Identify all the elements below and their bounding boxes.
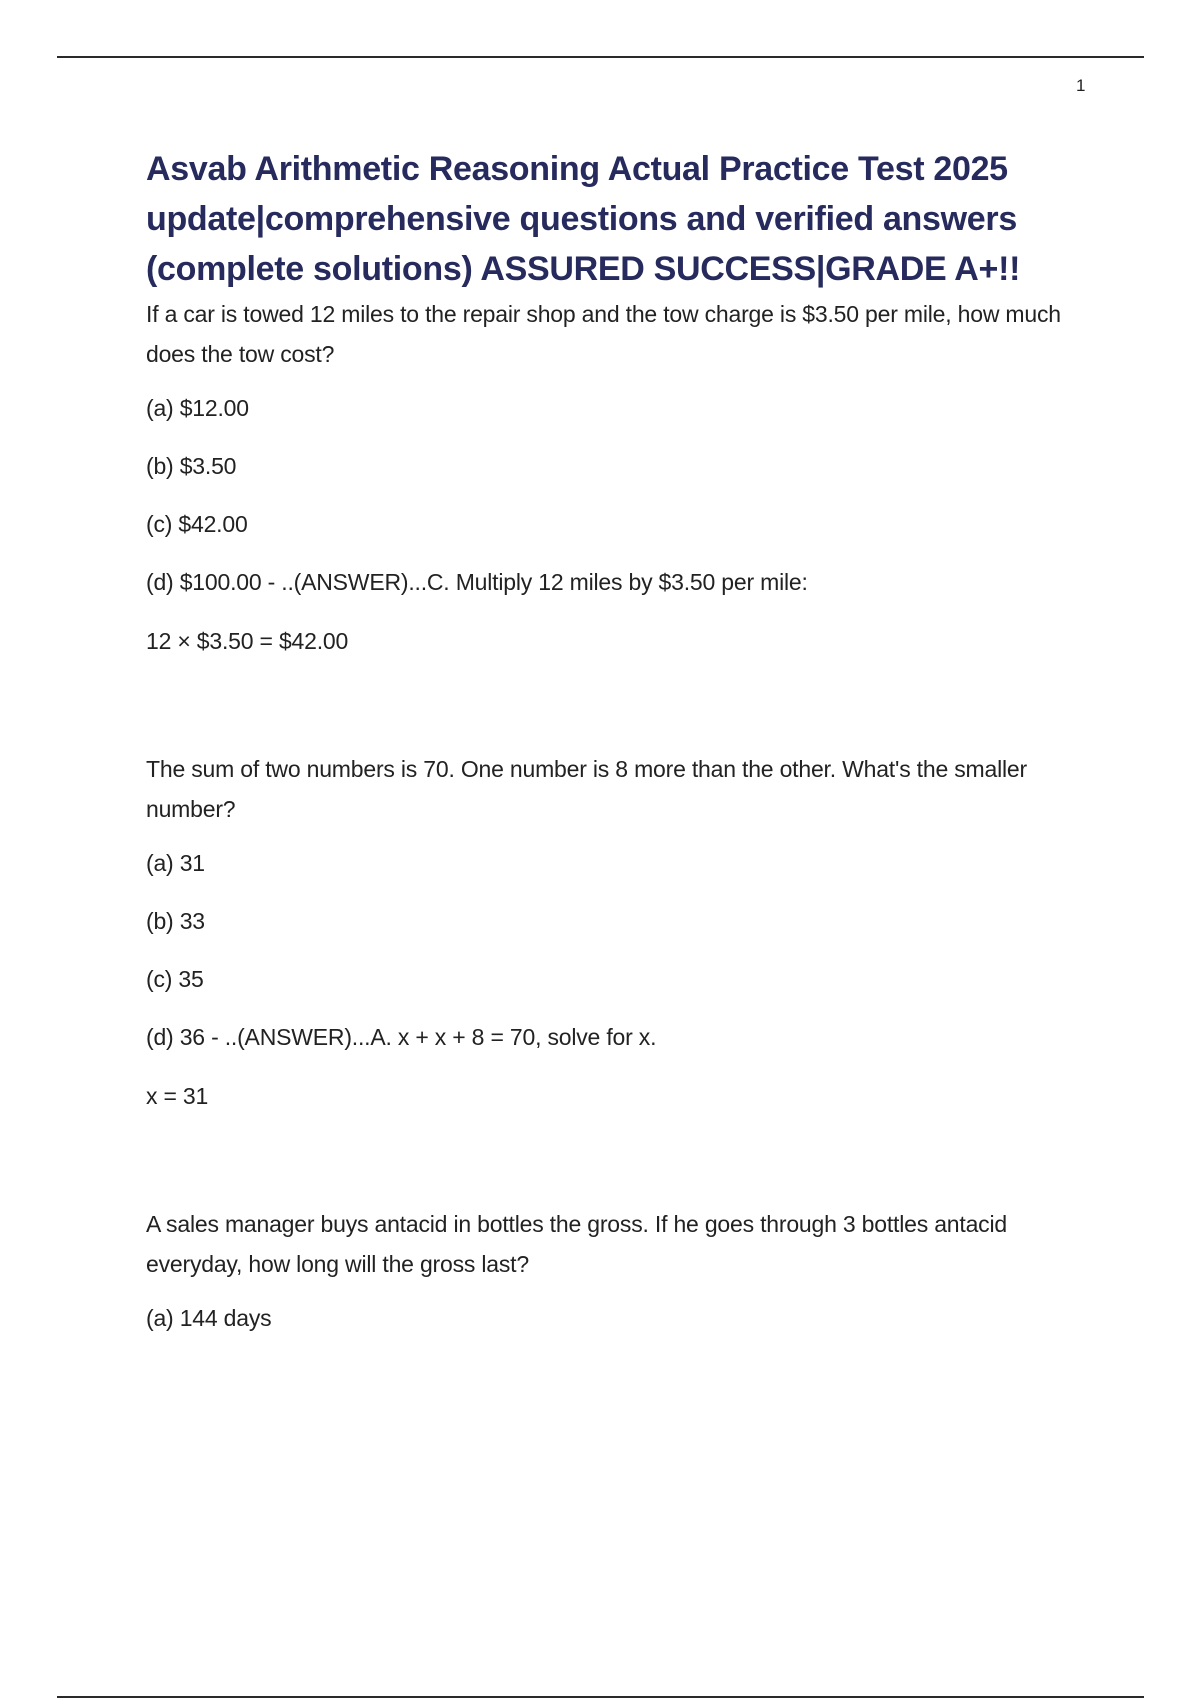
option-d-with-answer: (d) $100.00 - ..(ANSWER)...C. Multiply 12 miles by $3.50 per mile:	[146, 569, 808, 595]
solution-line: 12 × $3.50 = $42.00	[146, 628, 349, 654]
option-a: (a) $12.00	[146, 395, 249, 421]
option-a: (a) 31	[146, 850, 205, 876]
option-list	[146, 1304, 1096, 1332]
option-d-with-answer: (d) 36 - ..(ANSWER)...A. x + x + 8 = 70, solve for x.	[146, 1024, 657, 1050]
option-list	[146, 394, 1096, 596]
question-1	[146, 294, 1096, 655]
page-number: 1	[1076, 76, 1086, 95]
option-c: (c) 35	[146, 966, 204, 992]
option-list	[146, 849, 1096, 1051]
header-rule	[57, 56, 1144, 58]
footer-rule	[57, 1696, 1144, 1698]
question-text: If a car is towed 12 miles to the repair shop and the tow charge is $3.50 per mile, how much does the tow cost?	[146, 301, 1061, 367]
document-title: Asvab Arithmetic Reasoning Actual Practice Test 2025 update|comprehensive questions and verified answers (complete solutions) ASSURED SUCCESS|GRADE A+!!	[146, 150, 1021, 288]
option-b: (b) $3.50	[146, 453, 237, 479]
question-3	[146, 1204, 1096, 1332]
option-c: (c) $42.00	[146, 511, 248, 537]
question-2	[146, 749, 1096, 1110]
question-text: The sum of two numbers is 70. One number is 8 more than the other. What's the smaller number?	[146, 756, 1027, 822]
document-body	[146, 144, 1096, 1332]
solution-line: x = 31	[146, 1083, 209, 1109]
option-a: (a) 144 days	[146, 1305, 272, 1331]
question-text: A sales manager buys antacid in bottles the gross. If he goes through 3 bottles antacid everyday, how long will the gross last?	[146, 1211, 1007, 1277]
option-b: (b) 33	[146, 908, 205, 934]
